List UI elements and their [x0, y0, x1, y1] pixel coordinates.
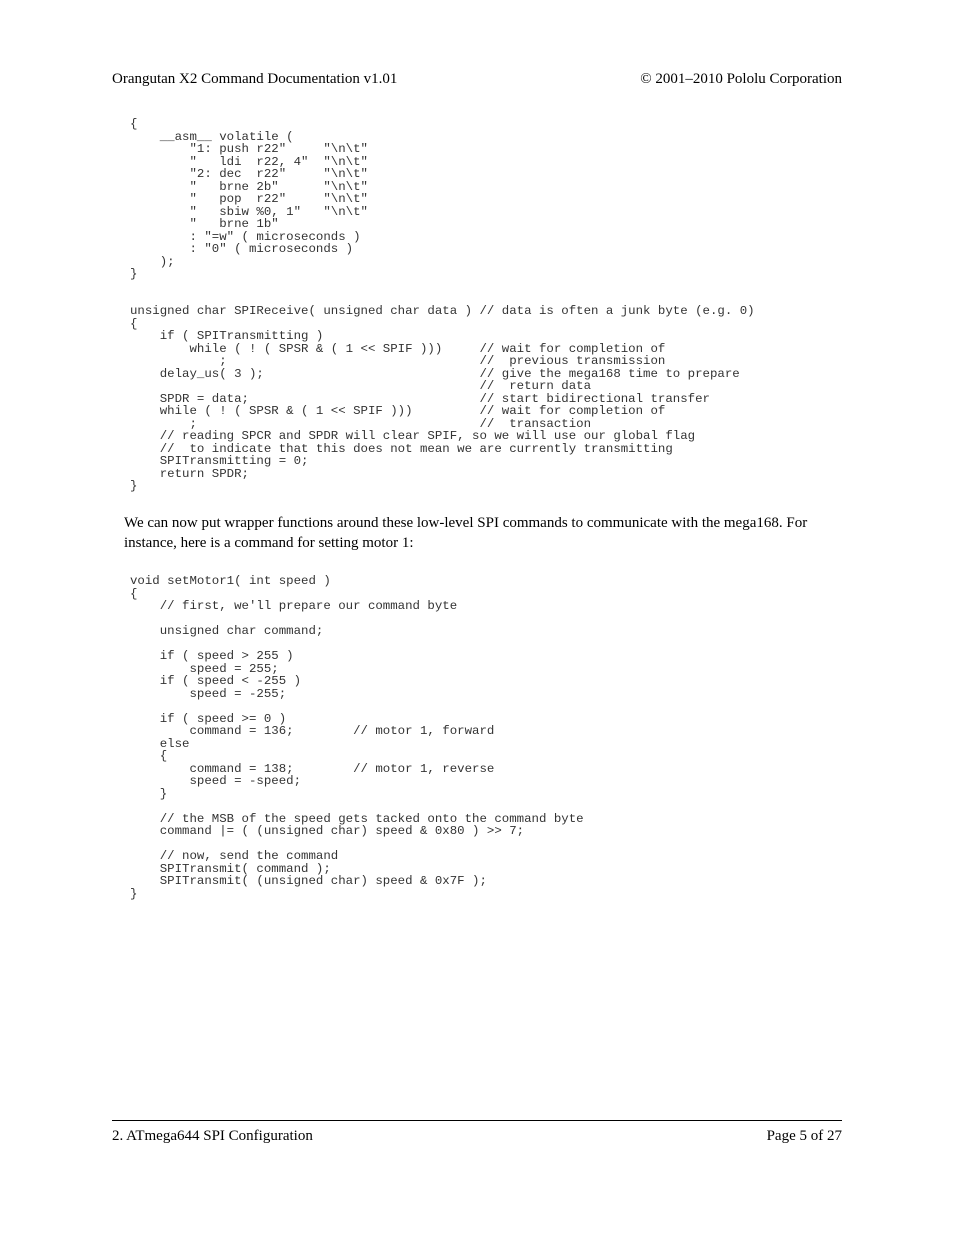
footer-section: 2. ATmega644 SPI Configuration: [112, 1128, 313, 1144]
header-copyright: © 2001–2010 Pololu Corporation: [640, 71, 842, 87]
code-block-delay-asm: { __asm__ volatile ( "1: push r22" "\n\t" " ldi r22, 4" "\n\t" "2: dec r22" "\n\t" " brne 2b" "\n\t" " pop r22" "\n\t" " sbiw %0, 1" "\n\t" " brne 1b" : "=w" ( microseconds ) : "0" ( microseconds ) ); }: [130, 117, 368, 281]
code-block-set-motor: void setMotor1( int speed ) { // first, we'll prepare our command byte unsigned char command; if ( speed > 255 ) speed = 255; if ( speed < -255 ) speed = -255; if ( speed >= 0 ) command = 136; // motor 1, forward else { command = 138; // motor 1, reverse speed = -speed; } // the MSB of the speed gets tacked onto the command byte command |= ( (unsigned char) speed & 0x80 ) >> 7; // now, send the command SPITransmit( command ); SPITransmit( (unsigned char) speed & 0x7F ); }: [130, 574, 584, 901]
code-block-spi-receive: unsigned char SPIReceive( unsigned char data ) // data is often a junk byte (e.g. 0) { if ( SPITransmitting ) while ( ! ( SPSR & ( 1 << SPIF ))) // wait for completion of ; // previous transmission delay_us( 3 ); // give the mega168 time to prepare // return data SPDR = data; // start bidirectional transfer while ( ! ( SPSR & ( 1 << SPIF ))) // wait for completion of ; // transaction // reading SPCR and SPDR will clear SPIF, so we will use our global flag // to indicate that this does not mean we are currently transmitting SPITransmitting = 0; return SPDR; }: [130, 304, 755, 493]
body-paragraph: We can now put wrapper functions around these low-level SPI commands to communicate with the mega168. For instance, here is a command for setting motor 1:: [124, 515, 808, 551]
header-title: Orangutan X2 Command Documentation v1.01: [112, 71, 398, 87]
footer-divider: [112, 1120, 842, 1121]
footer-page-number: Page 5 of 27: [766, 1128, 842, 1144]
